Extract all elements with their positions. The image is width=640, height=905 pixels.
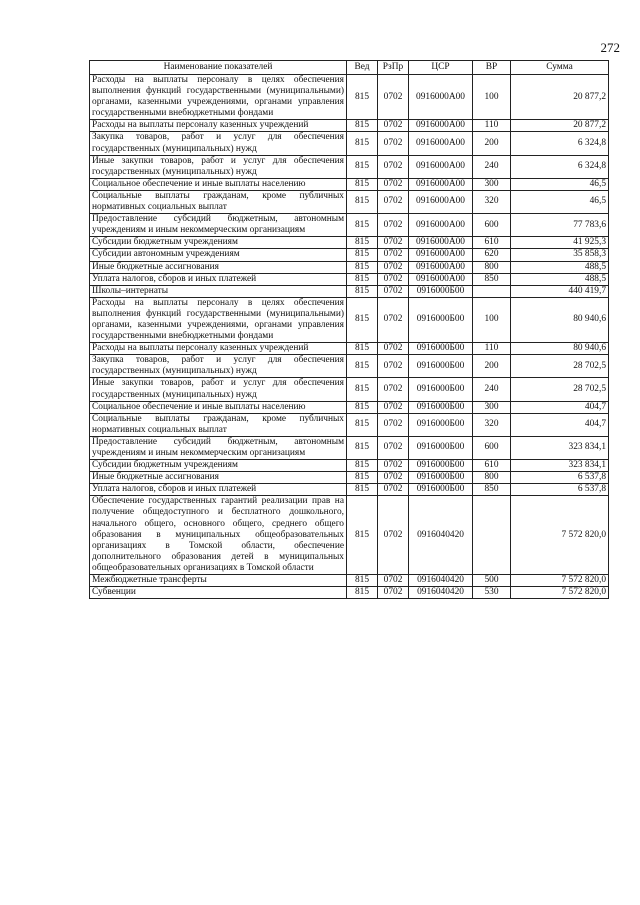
table-row — [90, 378, 609, 401]
cell-rzpr: 0702 — [378, 378, 409, 401]
cell-vr: 200 — [473, 355, 511, 378]
cell-ved: 815 — [347, 249, 378, 261]
cell-csr: 0916000Б00 — [409, 436, 473, 459]
cell-name: Закупка товаров, работ и услуг для обеспечения государственных (муниципальных) нужд — [90, 132, 347, 155]
cell-rzpr: 0702 — [378, 249, 409, 261]
cell-csr: 0916000Б00 — [409, 343, 473, 355]
cell-sum: 440 419,7 — [511, 285, 609, 297]
cell-ved: 815 — [347, 472, 378, 484]
cell-sum: 6 324,8 — [511, 155, 609, 178]
cell-sum: 20 877,2 — [511, 75, 609, 120]
cell-csr: 0916000А00 — [409, 214, 473, 237]
cell-vr: 110 — [473, 120, 511, 132]
cell-sum: 28 702,5 — [511, 355, 609, 378]
cell-csr: 0916000А00 — [409, 155, 473, 178]
table-row — [90, 413, 609, 436]
column-header-name: Наименование показателей — [90, 61, 347, 75]
cell-sum: 77 783,6 — [511, 214, 609, 237]
cell-name: Социальное обеспечение и иные выплаты населению — [90, 178, 347, 190]
cell-rzpr: 0702 — [378, 297, 409, 342]
cell-rzpr: 0702 — [378, 496, 409, 575]
cell-sum: 6 324,8 — [511, 132, 609, 155]
table-row — [90, 214, 609, 237]
cell-vr — [473, 285, 511, 297]
cell-rzpr: 0702 — [378, 460, 409, 472]
cell-ved: 815 — [347, 378, 378, 401]
cell-csr: 0916000Б00 — [409, 413, 473, 436]
cell-vr: 600 — [473, 214, 511, 237]
cell-vr: 320 — [473, 190, 511, 213]
table-row — [90, 155, 609, 178]
cell-name: Расходы на выплаты персоналу в целях обеспечения выполнения функций государственными (муниципальными) органами, казенными учреждениями, органами управления государственными внебюджетными фондами — [90, 297, 347, 342]
cell-name: Субсидии бюджетным учреждениям — [90, 460, 347, 472]
cell-rzpr: 0702 — [378, 413, 409, 436]
cell-csr: 0916000Б00 — [409, 401, 473, 413]
cell-ved: 815 — [347, 496, 378, 575]
page-number: 272 — [600, 40, 620, 55]
cell-name: Предоставление субсидий бюджетным, автономным учреждениям и иным некоммерческим организациям — [90, 436, 347, 459]
cell-rzpr: 0702 — [378, 436, 409, 459]
cell-vr: 850 — [473, 484, 511, 496]
column-header-sum: Сумма — [511, 61, 609, 75]
cell-name: Социальные выплаты гражданам, кроме публичных нормативных социальных выплат — [90, 190, 347, 213]
cell-sum: 35 858,3 — [511, 249, 609, 261]
cell-sum: 323 834,1 — [511, 436, 609, 459]
cell-rzpr: 0702 — [378, 587, 409, 599]
cell-rzpr: 0702 — [378, 401, 409, 413]
cell-vr: 100 — [473, 297, 511, 342]
table-row — [90, 285, 609, 297]
cell-sum: 41 925,3 — [511, 237, 609, 249]
cell-vr: 300 — [473, 401, 511, 413]
cell-name: Иные бюджетные ассигнования — [90, 472, 347, 484]
cell-rzpr: 0702 — [378, 132, 409, 155]
cell-rzpr: 0702 — [378, 343, 409, 355]
cell-vr: 530 — [473, 587, 511, 599]
table-row — [90, 132, 609, 155]
cell-rzpr: 0702 — [378, 120, 409, 132]
cell-csr: 0916000А00 — [409, 132, 473, 155]
table-row — [90, 178, 609, 190]
cell-csr: 0916000Б00 — [409, 355, 473, 378]
table-row — [90, 355, 609, 378]
cell-rzpr: 0702 — [378, 190, 409, 213]
table-row — [90, 401, 609, 413]
table-body — [90, 75, 609, 599]
cell-name: Межбюджетные трансферты — [90, 575, 347, 587]
cell-name: Расходы на выплаты персоналу казенных учреждений — [90, 343, 347, 355]
table-row — [90, 297, 609, 342]
cell-sum: 46,5 — [511, 190, 609, 213]
table-row — [90, 484, 609, 496]
cell-sum: 28 702,5 — [511, 378, 609, 401]
cell-csr: 0916000Б00 — [409, 378, 473, 401]
cell-vr: 500 — [473, 575, 511, 587]
cell-sum: 404,7 — [511, 401, 609, 413]
cell-vr: 620 — [473, 249, 511, 261]
cell-name: Уплата налогов, сборов и иных платежей — [90, 273, 347, 285]
cell-ved: 815 — [347, 261, 378, 273]
cell-csr: 0916000А00 — [409, 190, 473, 213]
column-header-ved: Вед — [347, 61, 378, 75]
cell-name: Социальное обеспечение и иные выплаты населению — [90, 401, 347, 413]
cell-sum: 7 572 820,0 — [511, 587, 609, 599]
column-header-rzpr: РзПр — [378, 61, 409, 75]
cell-rzpr: 0702 — [378, 261, 409, 273]
cell-vr: 110 — [473, 343, 511, 355]
cell-csr: 0916040420 — [409, 575, 473, 587]
table-row — [90, 237, 609, 249]
cell-vr: 240 — [473, 155, 511, 178]
cell-sum: 80 940,6 — [511, 343, 609, 355]
table-row — [90, 120, 609, 132]
cell-vr: 610 — [473, 460, 511, 472]
cell-csr: 0916040420 — [409, 496, 473, 575]
cell-ved: 815 — [347, 401, 378, 413]
cell-rzpr: 0702 — [378, 285, 409, 297]
cell-rzpr: 0702 — [378, 237, 409, 249]
cell-csr: 0916000Б00 — [409, 285, 473, 297]
cell-csr: 0916040420 — [409, 587, 473, 599]
cell-name: Обеспечение государственных гарантий реализации прав на получение общедоступного и бесплатного дошкольного, начального общего, основного общего, среднего общего образования в муниципальных общеобразовательных организациях в Томской области, обеспечение дополнительного образования детей в муниципальных общеобразовательных организациях в Томской области — [90, 496, 347, 575]
cell-csr: 0916000А00 — [409, 75, 473, 120]
cell-csr: 0916000А00 — [409, 178, 473, 190]
cell-vr: 100 — [473, 75, 511, 120]
cell-ved: 815 — [347, 343, 378, 355]
cell-csr: 0916000Б00 — [409, 484, 473, 496]
cell-sum: 6 537,8 — [511, 472, 609, 484]
cell-ved: 815 — [347, 436, 378, 459]
cell-sum: 7 572 820,0 — [511, 496, 609, 575]
table-row — [90, 273, 609, 285]
table-row — [90, 343, 609, 355]
cell-sum: 6 537,8 — [511, 484, 609, 496]
table-row — [90, 436, 609, 459]
cell-csr: 0916000Б00 — [409, 472, 473, 484]
cell-ved: 815 — [347, 484, 378, 496]
cell-ved: 815 — [347, 575, 378, 587]
table-row — [90, 75, 609, 120]
cell-vr: 320 — [473, 413, 511, 436]
cell-ved: 815 — [347, 297, 378, 342]
cell-vr: 800 — [473, 472, 511, 484]
table-row — [90, 261, 609, 273]
cell-csr: 0916000А00 — [409, 273, 473, 285]
cell-vr: 300 — [473, 178, 511, 190]
cell-rzpr: 0702 — [378, 472, 409, 484]
cell-vr: 200 — [473, 132, 511, 155]
table-row — [90, 460, 609, 472]
cell-vr: 610 — [473, 237, 511, 249]
cell-ved: 815 — [347, 413, 378, 436]
cell-name: Иные закупки товаров, работ и услуг для обеспечения государственных (муниципальных) нужд — [90, 155, 347, 178]
cell-vr: 240 — [473, 378, 511, 401]
table-header — [90, 61, 609, 75]
column-header-vr: ВР — [473, 61, 511, 75]
cell-ved: 815 — [347, 120, 378, 132]
cell-name: Субвенции — [90, 587, 347, 599]
cell-ved: 815 — [347, 460, 378, 472]
cell-rzpr: 0702 — [378, 575, 409, 587]
cell-sum: 404,7 — [511, 413, 609, 436]
cell-csr: 0916000А00 — [409, 249, 473, 261]
cell-rzpr: 0702 — [378, 75, 409, 120]
cell-name: Закупка товаров, работ и услуг для обеспечения государственных (муниципальных) нужд — [90, 355, 347, 378]
cell-ved: 815 — [347, 75, 378, 120]
cell-sum: 7 572 820,0 — [511, 575, 609, 587]
cell-name: Расходы на выплаты персоналу в целях обеспечения выполнения функций государственными (муниципальными) органами, казенными учреждениями, органами управления государственными внебюджетными фондами — [90, 75, 347, 120]
table-row — [90, 587, 609, 599]
cell-ved: 815 — [347, 285, 378, 297]
cell-vr: 600 — [473, 436, 511, 459]
cell-ved: 815 — [347, 355, 378, 378]
cell-rzpr: 0702 — [378, 484, 409, 496]
column-header-csr: ЦСР — [409, 61, 473, 75]
cell-name: Субсидии автономным учреждениям — [90, 249, 347, 261]
cell-name: Расходы на выплаты персоналу казенных учреждений — [90, 120, 347, 132]
cell-ved: 815 — [347, 132, 378, 155]
cell-sum: 80 940,6 — [511, 297, 609, 342]
cell-ved: 815 — [347, 178, 378, 190]
cell-vr: 850 — [473, 273, 511, 285]
cell-ved: 815 — [347, 587, 378, 599]
cell-rzpr: 0702 — [378, 155, 409, 178]
cell-sum: 46,5 — [511, 178, 609, 190]
cell-rzpr: 0702 — [378, 355, 409, 378]
cell-name: Уплата налогов, сборов и иных платежей — [90, 484, 347, 496]
cell-name: Предоставление субсидий бюджетным, автономным учреждениям и иным некоммерческим организациям — [90, 214, 347, 237]
cell-csr: 0916000А00 — [409, 261, 473, 273]
table-row — [90, 472, 609, 484]
cell-sum: 323 834,1 — [511, 460, 609, 472]
cell-rzpr: 0702 — [378, 273, 409, 285]
table-row — [90, 575, 609, 587]
cell-name: Иные закупки товаров, работ и услуг для обеспечения государственных (муниципальных) нужд — [90, 378, 347, 401]
budget-table — [89, 60, 609, 599]
cell-vr — [473, 496, 511, 575]
cell-csr: 0916000Б00 — [409, 297, 473, 342]
cell-name: Иные бюджетные ассигнования — [90, 261, 347, 273]
cell-vr: 800 — [473, 261, 511, 273]
cell-ved: 815 — [347, 214, 378, 237]
cell-csr: 0916000Б00 — [409, 460, 473, 472]
cell-csr: 0916000А00 — [409, 120, 473, 132]
cell-sum: 488,5 — [511, 261, 609, 273]
table-row — [90, 249, 609, 261]
cell-ved: 815 — [347, 273, 378, 285]
cell-name: Школы–интернаты — [90, 285, 347, 297]
header-row — [90, 61, 609, 75]
cell-rzpr: 0702 — [378, 178, 409, 190]
table-row — [90, 496, 609, 575]
cell-sum: 488,5 — [511, 273, 609, 285]
cell-sum: 20 877,2 — [511, 120, 609, 132]
cell-name: Социальные выплаты гражданам, кроме публичных нормативных социальных выплат — [90, 413, 347, 436]
cell-ved: 815 — [347, 155, 378, 178]
cell-ved: 815 — [347, 190, 378, 213]
cell-ved: 815 — [347, 237, 378, 249]
cell-name: Субсидии бюджетным учреждениям — [90, 237, 347, 249]
cell-rzpr: 0702 — [378, 214, 409, 237]
table-row — [90, 190, 609, 213]
cell-csr: 0916000А00 — [409, 237, 473, 249]
